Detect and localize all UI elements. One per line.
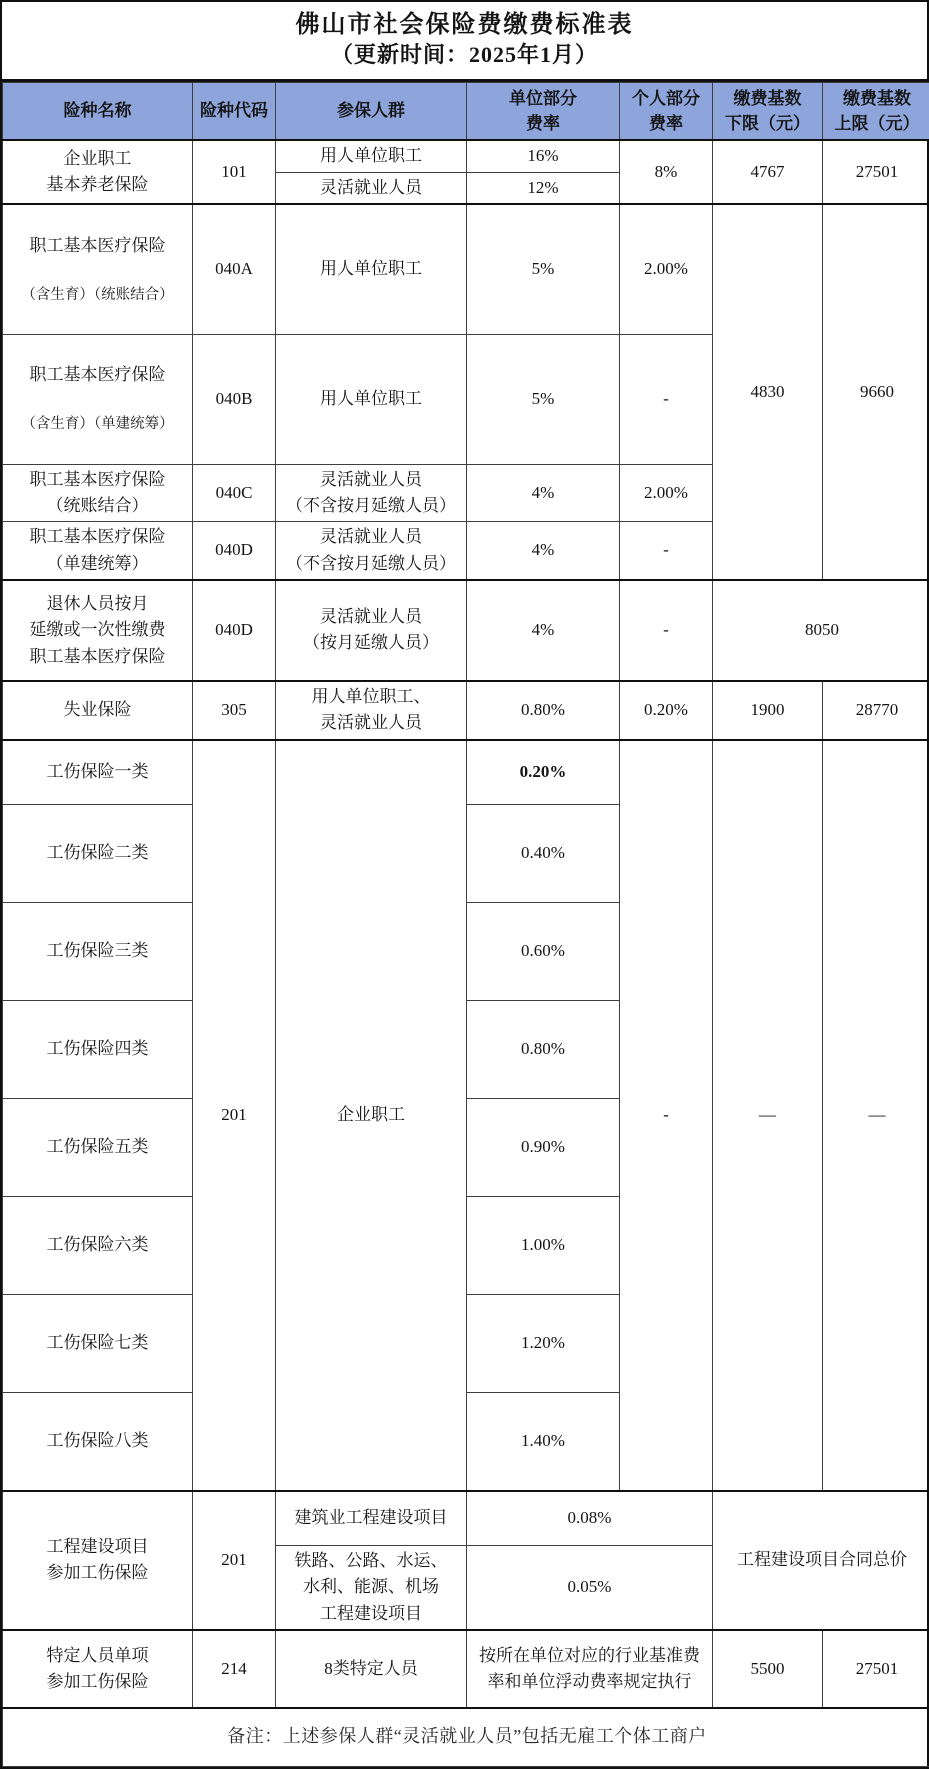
cell-employer-rate: 0.20%: [467, 740, 620, 805]
cell-insurance-name: 退休人员按月 延缴或一次性缴费 职工基本医疗保险: [3, 580, 193, 681]
header-row: [3, 82, 929, 140]
cell-employer-rate: 0.40%: [467, 805, 620, 903]
cell-personal-rate: -: [620, 334, 713, 464]
cell-employer-rate: 0.80%: [467, 1001, 620, 1099]
table-header: [3, 82, 929, 140]
col-header-base-min: 缴费基数 下限（元）: [713, 82, 823, 140]
cell-insurance-name: 工伤保险一类: [3, 740, 193, 805]
cell-rate-merged: 按所在单位对应的行业基准费 率和单位浮动费率规定执行: [467, 1630, 713, 1708]
col-header-base-max: 缴费基数 上限（元）: [823, 82, 929, 140]
cell-personal-rate: 0.20%: [620, 681, 713, 740]
cell-employer-rate: 0.80%: [467, 681, 620, 740]
cell-employer-rate: 12%: [467, 172, 620, 204]
cell-insurance-code: 040A: [193, 204, 276, 334]
cell-employer-rate: 1.40%: [467, 1393, 620, 1491]
cell-employer-rate: 4%: [467, 580, 620, 681]
cell-personal-rate: -: [620, 740, 713, 1491]
cell-base-max: 27501: [823, 1630, 929, 1708]
cell-insurance-name: 职工基本医疗保险 （统账结合）: [3, 464, 193, 522]
cell-insurance-code: 040D: [193, 522, 276, 580]
cell-insurance-name: 职工基本医疗保险 （单建统筹）: [3, 522, 193, 580]
cell-insured-group: 用人单位职工: [276, 140, 467, 172]
cell-personal-rate: -: [620, 580, 713, 681]
cell-insurance-code: 040C: [193, 464, 276, 522]
cell-employer-rate: 1.00%: [467, 1197, 620, 1295]
cell-base-min: 5500: [713, 1630, 823, 1708]
cell-insurance-name: [3, 204, 193, 334]
title-block: [2, 2, 927, 82]
cell-employer-rate: 0.90%: [467, 1099, 620, 1197]
cell-rate-merged: 0.08%: [467, 1491, 713, 1546]
cell-employer-rate: 0.60%: [467, 903, 620, 1001]
cell-employer-rate: 1.20%: [467, 1295, 620, 1393]
cell-insurance-code: 201: [193, 1491, 276, 1631]
row-special-personnel: [3, 1630, 929, 1708]
cell-insurance-code: 040D: [193, 580, 276, 681]
cell-base-min: —: [713, 740, 823, 1491]
cell-insurance-name: 工伤保险八类: [3, 1393, 193, 1491]
cell-insurance-name: 工程建设项目 参加工伤保险: [3, 1491, 193, 1631]
row-injury-class-1: [3, 740, 929, 805]
cell-insured-group: 建筑业工程建设项目: [276, 1491, 467, 1546]
cell-insurance-name: [3, 334, 193, 464]
cell-insurance-name: 工伤保险三类: [3, 903, 193, 1001]
row-pension-employer: [3, 140, 929, 172]
cell-insured-group: 8类特定人员: [276, 1630, 467, 1708]
cell-employer-rate: 5%: [467, 334, 620, 464]
cell-base-merged: 8050: [713, 580, 929, 681]
cell-insurance-name: 工伤保险四类: [3, 1001, 193, 1099]
cell-base-min: 1900: [713, 681, 823, 740]
cell-insured-group: 灵活就业人员 （不含按月延缴人员）: [276, 464, 467, 522]
cell-insured-group: 灵活就业人员 （不含按月延缴人员）: [276, 522, 467, 580]
cell-insured-group: 灵活就业人员: [276, 172, 467, 204]
cell-base-min: 4767: [713, 140, 823, 204]
rates-table: [2, 82, 929, 1767]
cell-insurance-code: 214: [193, 1630, 276, 1708]
cell-base-max: 9660: [823, 204, 929, 580]
insurance-name-sub: （含生育）（单建统筹）: [6, 414, 189, 435]
cell-base-min: 4830: [713, 204, 823, 580]
col-header-insurance-code: 险种代码: [193, 82, 276, 140]
cell-insured-group: 用人单位职工: [276, 204, 467, 334]
cell-personal-rate: 2.00%: [620, 464, 713, 522]
cell-insurance-code: 101: [193, 140, 276, 204]
cell-insurance-name: 工伤保险五类: [3, 1099, 193, 1197]
cell-personal-rate: 2.00%: [620, 204, 713, 334]
cell-insurance-name: 失业保险: [3, 681, 193, 740]
page-subtitle: （更新时间：2025年1月）: [2, 41, 927, 70]
cell-insurance-code: 201: [193, 740, 276, 1491]
insurance-name-main: 职工基本医疗保险: [6, 234, 189, 259]
cell-base-merged: 工程建设项目合同总价: [713, 1491, 929, 1631]
cell-insurance-name: 企业职工 基本养老保险: [3, 140, 193, 204]
insurance-name-main: 职工基本医疗保险: [6, 363, 189, 388]
col-header-insured-group: 参保人群: [276, 82, 467, 140]
cell-employer-rate: 4%: [467, 464, 620, 522]
page-title: 佛山市社会保险费缴费标准表: [2, 9, 927, 41]
cell-base-max: 27501: [823, 140, 929, 204]
insurance-name-sub: （含生育）（统账结合）: [6, 285, 189, 306]
cell-insured-group: 企业职工: [276, 740, 467, 1491]
cell-insured-group: 用人单位职工、 灵活就业人员: [276, 681, 467, 740]
footnote: 备注：上述参保人群“灵活就业人员”包括无雇工个体工商户: [3, 1708, 929, 1766]
col-header-personal-rate: 个人部分 费率: [620, 82, 713, 140]
cell-employer-rate: 4%: [467, 522, 620, 580]
row-medical-040a: [3, 204, 929, 334]
cell-insurance-code: 040B: [193, 334, 276, 464]
cell-personal-rate: 8%: [620, 140, 713, 204]
cell-employer-rate: 16%: [467, 140, 620, 172]
row-unemployment: [3, 681, 929, 740]
row-construction-building: [3, 1491, 929, 1546]
col-header-employer-rate: 单位部分 费率: [467, 82, 620, 140]
cell-insured-group: 用人单位职工: [276, 334, 467, 464]
cell-insurance-name: 工伤保险六类: [3, 1197, 193, 1295]
cell-rate-merged: 0.05%: [467, 1546, 713, 1631]
cell-personal-rate: -: [620, 522, 713, 580]
col-header-insurance-name: 险种名称: [3, 82, 193, 140]
cell-insured-group: 铁路、公路、水运、 水利、能源、机场 工程建设项目: [276, 1546, 467, 1631]
cell-insurance-name: 工伤保险七类: [3, 1295, 193, 1393]
cell-base-max: —: [823, 740, 929, 1491]
row-note: [3, 1708, 929, 1766]
cell-insurance-name: 工伤保险二类: [3, 805, 193, 903]
cell-base-max: 28770: [823, 681, 929, 740]
cell-employer-rate: 5%: [467, 204, 620, 334]
row-retiree-medical: [3, 580, 929, 681]
cell-insurance-code: 305: [193, 681, 276, 740]
cell-insurance-name: 特定人员单项 参加工伤保险: [3, 1630, 193, 1708]
cell-insured-group: 灵活就业人员 （按月延缴人员）: [276, 580, 467, 681]
